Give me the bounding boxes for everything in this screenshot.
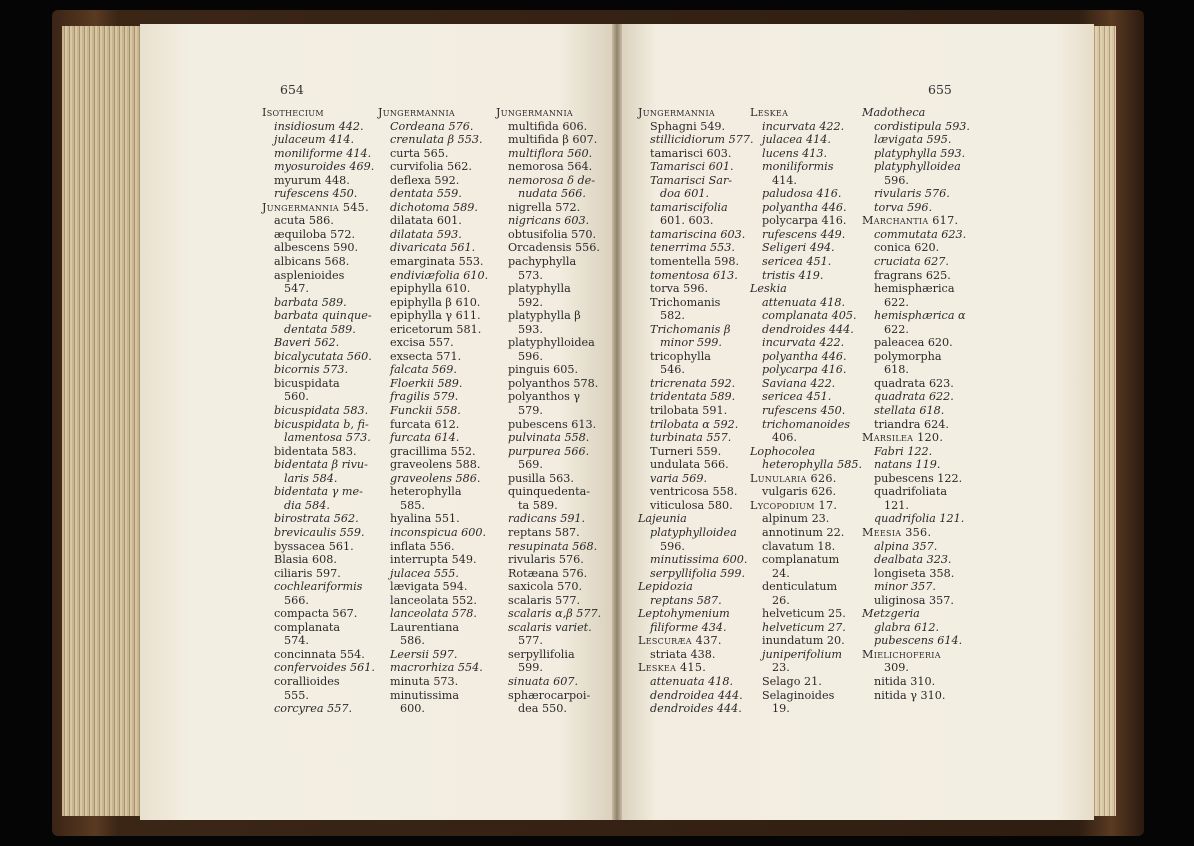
index-entry: Metzgeria <box>862 607 920 621</box>
index-entry: Floerkii 589. <box>390 376 463 390</box>
index-entry: dilatata 593. <box>390 227 462 241</box>
index-entry: Lycopodium 17. <box>750 498 838 512</box>
index-entry: ta 589. <box>518 498 558 512</box>
index-entry: 622. <box>884 322 909 336</box>
index-entry: birostrata 562. <box>274 512 359 526</box>
left-page-number: 654 <box>280 82 304 97</box>
index-entry: Lajeunia <box>638 512 687 526</box>
index-entry: 622. <box>884 295 909 309</box>
index-entry: Fabri 122. <box>874 444 933 458</box>
index-entry: lucens 413. <box>762 146 828 160</box>
index-entry: complanata <box>274 620 341 634</box>
index-entry: polyantha 446. <box>762 200 847 214</box>
index-entry: Marsilea 120. <box>862 431 944 445</box>
index-entry: bicuspidata 583. <box>274 404 369 418</box>
index-entry: tridentata 589. <box>650 390 736 404</box>
index-column-2 <box>378 106 488 716</box>
index-entry: Leersii 597. <box>390 647 458 661</box>
index-entry: sericea 451. <box>762 255 832 269</box>
index-entry: compacta 567. <box>274 607 358 621</box>
index-entry: 577. <box>518 634 543 648</box>
index-entry: 592. <box>518 295 543 309</box>
index-entry: attenuata 418. <box>650 674 733 688</box>
index-entry: 566. <box>284 593 309 607</box>
index-entry: 601. 603. <box>660 214 714 228</box>
index-entry: 599. <box>518 661 543 675</box>
index-entry: 560. <box>284 390 309 404</box>
index-entry: dichotoma 589. <box>390 200 478 214</box>
index-entry: rufescens 449. <box>762 227 846 241</box>
index-entry: 596. <box>884 173 909 187</box>
index-entry: lanceolata 578. <box>390 607 477 621</box>
index-entry: cruciata 627. <box>874 255 949 269</box>
index-entry: myosuroides 469. <box>274 160 375 174</box>
index-entry: inconspicua 600. <box>390 525 487 539</box>
index-entry: bicornis 573. <box>274 363 349 377</box>
index-entry: 23. <box>772 661 790 675</box>
index-entry: cochleariformis <box>274 580 363 594</box>
index-entry: cordistipula 593. <box>874 119 970 133</box>
index-entry: tenerrima 553. <box>650 241 735 255</box>
index-entry: gracillima 552. <box>390 444 476 458</box>
index-entry: insidiosum 442. <box>274 119 364 133</box>
index-entry: curvifolia 562. <box>390 160 472 174</box>
index-entry: platyphylloidea <box>508 336 595 350</box>
index-entry: platyphylla <box>508 282 571 296</box>
index-entry: doa 601. <box>660 187 710 201</box>
index-entry: quinquedenta- <box>508 485 591 499</box>
index-entry: furcata 612. <box>390 417 460 431</box>
index-entry: stellata 618. <box>874 404 945 418</box>
index-entry: serpyllifolia <box>508 647 575 661</box>
index-entry: tricrenata 592. <box>650 376 736 390</box>
index-entry: 26. <box>772 593 790 607</box>
index-entry: trilobata α 592. <box>650 417 739 431</box>
index-entry: rivularis 576. <box>508 553 584 567</box>
index-entry: inflata 556. <box>390 539 455 553</box>
index-entry: trichomanoides <box>762 417 850 431</box>
index-entry: rufescens 450. <box>274 187 358 201</box>
index-entry: 573. <box>518 268 543 282</box>
index-entry: 309. <box>884 661 909 675</box>
index-entry: minutissima <box>390 688 460 702</box>
index-entry: divaricata 561. <box>390 241 476 255</box>
index-entry: dendroides 444. <box>650 702 742 716</box>
index-entry: torva 596. <box>874 200 933 214</box>
index-entry: ericetorum 581. <box>390 322 482 336</box>
index-column-4 <box>638 106 754 716</box>
index-entry: dendroides 444. <box>762 322 854 336</box>
index-entry: curta 565. <box>390 146 449 160</box>
index-entry: 600. <box>400 702 425 716</box>
index-entry: tomentella 598. <box>650 255 740 269</box>
index-entry: platyphylloidea <box>650 525 737 539</box>
index-entry: Orcadensis 556. <box>508 241 600 255</box>
index-entry: 24. <box>772 566 790 580</box>
index-entry: multifida 606. <box>508 119 588 133</box>
index-entry: Tamarisci 601. <box>650 160 734 174</box>
index-entry: pubescens 614. <box>874 634 963 648</box>
index-entry: varia 569. <box>650 471 708 485</box>
index-entry: ventricosa 558. <box>650 485 738 499</box>
index-entry: epiphylla 610. <box>390 282 471 296</box>
index-entry: commutata 623. <box>874 227 967 241</box>
index-entry: concinnata 554. <box>274 647 365 661</box>
index-entry: platyphylla β <box>508 309 581 323</box>
index-entry: tristis 419. <box>762 268 824 282</box>
page-edges-left <box>62 26 142 816</box>
index-entry: 585. <box>400 498 425 512</box>
index-column-3 <box>496 106 601 716</box>
index-entry: myurum 448. <box>274 173 350 187</box>
index-entry: alpinum 23. <box>762 512 830 526</box>
index-entry: bicuspidata <box>274 376 340 390</box>
index-entry: helveticum 25. <box>762 607 846 621</box>
index-entry: confervoides 561. <box>274 661 375 675</box>
index-entry: lævigata 595. <box>874 133 952 147</box>
index-entry: pusilla 563. <box>508 471 574 485</box>
index-entry: Sphagni 549. <box>650 119 726 133</box>
index-entry: torva 596. <box>650 282 709 296</box>
index-entry: Lescuræa 437. <box>638 634 722 648</box>
index-entry: bicuspidata b, fi- <box>274 417 369 431</box>
index-entry: nemorosa 564. <box>508 160 593 174</box>
index-entry: Seligeri 494. <box>762 241 835 255</box>
index-entry: Madotheca <box>862 106 926 119</box>
index-entry: conica 620. <box>874 241 940 255</box>
index-entry: annotinum 22. <box>762 525 845 539</box>
index-entry: julacea 555. <box>390 566 459 580</box>
index-entry: Leskia <box>750 282 787 296</box>
index-entry: viticulosa 580. <box>650 498 733 512</box>
index-entry: Mielichoferia <box>862 647 941 661</box>
index-entry: Leptohymenium <box>638 607 730 621</box>
index-entry: barbata 589. <box>274 295 347 309</box>
index-entry: Jungermannia <box>496 106 573 119</box>
index-entry: quadrata 622. <box>874 390 954 404</box>
index-entry: furcata 614. <box>390 431 460 445</box>
index-entry: nitida γ 310. <box>874 688 946 702</box>
right-page-number: 655 <box>928 82 952 97</box>
index-entry: Funckii 558. <box>390 404 461 418</box>
index-entry: 618. <box>884 363 909 377</box>
index-entry: tamariscifolia <box>650 200 728 214</box>
index-entry: 596. <box>518 349 543 363</box>
index-entry: exsecta 571. <box>390 349 462 363</box>
index-entry: tricophylla <box>650 349 711 363</box>
index-entry: heterophylla <box>390 485 462 499</box>
index-entry: polyanthos 578. <box>508 376 599 390</box>
index-entry: lamentosa 573. <box>284 431 371 445</box>
index-entry: barbata quinque- <box>274 309 372 323</box>
index-entry: minuta 573. <box>390 674 459 688</box>
index-entry: Jungermannia <box>378 106 455 119</box>
index-entry: dilatata 601. <box>390 214 462 228</box>
index-entry: interrupta 549. <box>390 553 477 567</box>
index-entry: multifida β 607. <box>508 133 598 147</box>
index-entry: polyanthos γ <box>508 390 581 404</box>
index-entry: dentata 589. <box>284 322 356 336</box>
index-entry: acuta 586. <box>274 214 334 228</box>
index-entry: hyalina 551. <box>390 512 460 526</box>
index-entry: complanata 405. <box>762 309 857 323</box>
index-entry: brevicaulis 559. <box>274 525 365 539</box>
index-entry: minutissima 600. <box>650 553 748 567</box>
index-entry: 19. <box>772 702 790 716</box>
index-entry: ciliaris 597. <box>274 566 341 580</box>
page-edges-right <box>1092 26 1116 816</box>
index-entry: moniliforme 414. <box>274 146 372 160</box>
index-entry: endiviæfolia 610. <box>390 268 489 282</box>
index-entry: laris 584. <box>284 471 338 485</box>
index-entry: macrorhiza 554. <box>390 661 483 675</box>
index-entry: reptans 587. <box>508 525 580 539</box>
index-entry: pubescens 613. <box>508 417 597 431</box>
index-entry: nigrella 572. <box>508 200 581 214</box>
index-entry: dentata 559. <box>390 187 462 201</box>
index-entry: hemisphærica α <box>874 309 966 323</box>
index-entry: epiphylla β 610. <box>390 295 481 309</box>
index-entry: 579. <box>518 404 543 418</box>
index-entry: complanatum <box>762 553 840 567</box>
index-entry: Laurentiana <box>390 620 460 634</box>
index-entry: 596. <box>660 539 685 553</box>
index-entry: Saviana 422. <box>762 376 836 390</box>
index-entry: falcata 569. <box>390 363 457 377</box>
index-entry: Marchantia 617. <box>862 214 959 228</box>
index-entry: paleacea 620. <box>874 336 953 350</box>
index-entry: incurvata 422. <box>762 119 845 133</box>
index-entry: corcyrea 557. <box>274 702 353 716</box>
index-entry: inundatum 20. <box>762 634 845 648</box>
index-entry: epiphylla γ 611. <box>390 309 481 323</box>
index-entry: lanceolata 552. <box>390 593 477 607</box>
index-entry: Leskea <box>750 106 789 119</box>
index-entry: turbinata 557. <box>650 431 732 445</box>
index-entry: radicans 591. <box>508 512 586 526</box>
index-entry: æquiloba 572. <box>274 227 356 241</box>
index-entry: excisa 557. <box>390 336 454 350</box>
book-gutter <box>612 24 622 820</box>
index-entry: natans 119. <box>874 458 941 472</box>
index-entry: vulgaris 626. <box>762 485 837 499</box>
index-entry: stillicidiorum 577. <box>650 133 754 147</box>
index-entry: quadrifoliata <box>874 485 947 499</box>
index-entry: julacea 414. <box>762 133 831 147</box>
index-entry: deflexa 592. <box>390 173 460 187</box>
index-entry: Blasia 608. <box>274 553 337 567</box>
index-entry: Isothecium <box>262 106 324 119</box>
index-column-1 <box>262 106 375 716</box>
index-entry: 555. <box>284 688 309 702</box>
index-entry: pachyphylla <box>508 255 577 269</box>
index-entry: nitida 310. <box>874 674 936 688</box>
index-entry: Lophocolea <box>750 444 816 458</box>
index-entry: asplenioides <box>274 268 345 282</box>
index-entry: rivularis 576. <box>874 187 950 201</box>
index-entry: quadrata 623. <box>874 376 954 390</box>
index-entry: scalaris 577. <box>508 593 581 607</box>
index-entry: nemorosa δ de- <box>508 173 596 187</box>
index-entry: 574. <box>284 634 309 648</box>
index-entry: Cordeana 576. <box>390 119 474 133</box>
index-entry: incurvata 422. <box>762 336 845 350</box>
index-entry: Selago 21. <box>762 674 822 688</box>
index-entry: obtusifolia 570. <box>508 227 597 241</box>
index-entry: Leskea 415. <box>638 661 707 675</box>
index-entry: fragilis 579. <box>390 390 459 404</box>
index-entry: lævigata 594. <box>390 580 468 594</box>
index-entry: polycarpa 416. <box>762 214 847 228</box>
index-entry: polyantha 446. <box>762 349 847 363</box>
index-entry: fragrans 625. <box>874 268 951 282</box>
index-entry: dealbata 323. <box>874 553 952 567</box>
index-entry: sericea 451. <box>762 390 832 404</box>
index-column-6 <box>862 106 970 702</box>
index-entry: Selaginoides <box>762 688 835 702</box>
index-entry: juniperifolium <box>762 647 843 661</box>
index-entry: 582. <box>660 309 685 323</box>
index-entry: nigricans 603. <box>508 214 590 228</box>
index-entry: pubescens 122. <box>874 471 963 485</box>
index-entry: polymorpha <box>874 349 942 363</box>
index-entry: graveolens 586. <box>390 471 481 485</box>
index-entry: scalaris α,β 577. <box>508 607 602 621</box>
index-entry: byssacea 561. <box>274 539 354 553</box>
index-entry: minor 599. <box>660 336 722 350</box>
index-entry: dea 550. <box>518 702 567 716</box>
index-entry: dia 584. <box>284 498 330 512</box>
index-entry: julaceum 414. <box>274 133 355 147</box>
index-entry: Tamarisci Sar- <box>650 173 733 187</box>
index-entry: sinuata 607. <box>508 674 579 688</box>
index-entry: Rotæana 576. <box>508 566 588 580</box>
index-entry: resupinata 568. <box>508 539 598 553</box>
index-entry: Lepidozia <box>638 580 693 594</box>
index-entry: scalaris variet. <box>508 620 592 634</box>
index-entry: heterophylla 585. <box>762 458 863 472</box>
index-entry: tamarisci 603. <box>650 146 732 160</box>
index-entry: crenulata β 553. <box>390 133 483 147</box>
index-entry: emarginata 553. <box>390 255 484 269</box>
index-entry: moniliformis <box>762 160 834 174</box>
index-entry: denticulatum <box>762 580 838 594</box>
index-entry: 406. <box>772 431 797 445</box>
index-entry: Turneri 559. <box>650 444 722 458</box>
index-entry: corallioides <box>274 674 340 688</box>
index-entry: Trichomanis β <box>650 322 731 336</box>
index-entry: Meesia 356. <box>862 525 932 539</box>
index-entry: 121. <box>884 498 909 512</box>
index-entry: paludosa 416. <box>762 187 842 201</box>
index-entry: hemisphærica <box>874 282 955 296</box>
index-entry: platyphylloidea <box>874 160 961 174</box>
index-entry: multiflora 560. <box>508 146 593 160</box>
index-entry: tomentosa 613. <box>650 268 738 282</box>
index-entry: serpyllifolia 599. <box>650 566 746 580</box>
index-entry: rufescens 450. <box>762 404 846 418</box>
index-entry: undulata 566. <box>650 458 729 472</box>
index-entry: bidentata β rivu- <box>274 458 368 472</box>
index-entry: reptans 587. <box>650 593 722 607</box>
index-entry: alpina 357. <box>874 539 938 553</box>
index-entry: 593. <box>518 322 543 336</box>
index-entry: 546. <box>660 363 685 377</box>
index-entry: Jungermannia <box>638 106 715 119</box>
index-entry: pulvinata 558. <box>508 431 590 445</box>
index-entry: Trichomanis <box>650 295 721 309</box>
index-entry: trilobata 591. <box>650 404 728 418</box>
index-entry: 547. <box>284 282 309 296</box>
index-entry: clavatum 18. <box>762 539 836 553</box>
index-entry: uliginosa 357. <box>874 593 954 607</box>
index-entry: platyphylla 593. <box>874 146 966 160</box>
index-entry: pinguis 605. <box>508 363 579 377</box>
index-entry: 586. <box>400 634 425 648</box>
index-entry: polycarpa 416. <box>762 363 847 377</box>
index-entry: bidentata γ me- <box>274 485 363 499</box>
index-entry: filiforme 434. <box>650 620 727 634</box>
index-entry: bicalycutata 560. <box>274 349 372 363</box>
index-entry: dendroidea 444. <box>650 688 743 702</box>
index-entry: saxicola 570. <box>508 580 583 594</box>
index-entry: albicans 568. <box>274 255 350 269</box>
index-entry: nudata 566. <box>518 187 586 201</box>
index-entry: glabra 612. <box>874 620 940 634</box>
index-entry: tamariscina 603. <box>650 227 746 241</box>
index-entry: quadrifolia 121. <box>874 512 965 526</box>
index-entry: graveolens 588. <box>390 458 481 472</box>
index-entry: attenuata 418. <box>762 295 845 309</box>
index-entry: albescens 590. <box>274 241 359 255</box>
index-entry: sphærocarpoi- <box>508 688 591 702</box>
index-entry: minor 357. <box>874 580 936 594</box>
index-entry: 414. <box>772 173 797 187</box>
index-entry: Lunularia 626. <box>750 471 837 485</box>
index-entry: longiseta 358. <box>874 566 955 580</box>
index-entry: helveticum 27. <box>762 620 846 634</box>
index-entry: Jungermannia 545. <box>262 200 369 214</box>
index-entry: bidentata 583. <box>274 444 357 458</box>
index-entry: Baveri 562. <box>274 336 340 350</box>
index-entry: triandra 624. <box>874 417 949 431</box>
index-entry: purpurea 566. <box>508 444 590 458</box>
index-column-5 <box>750 106 862 716</box>
index-entry: 569. <box>518 458 543 472</box>
index-entry: striata 438. <box>650 647 716 661</box>
